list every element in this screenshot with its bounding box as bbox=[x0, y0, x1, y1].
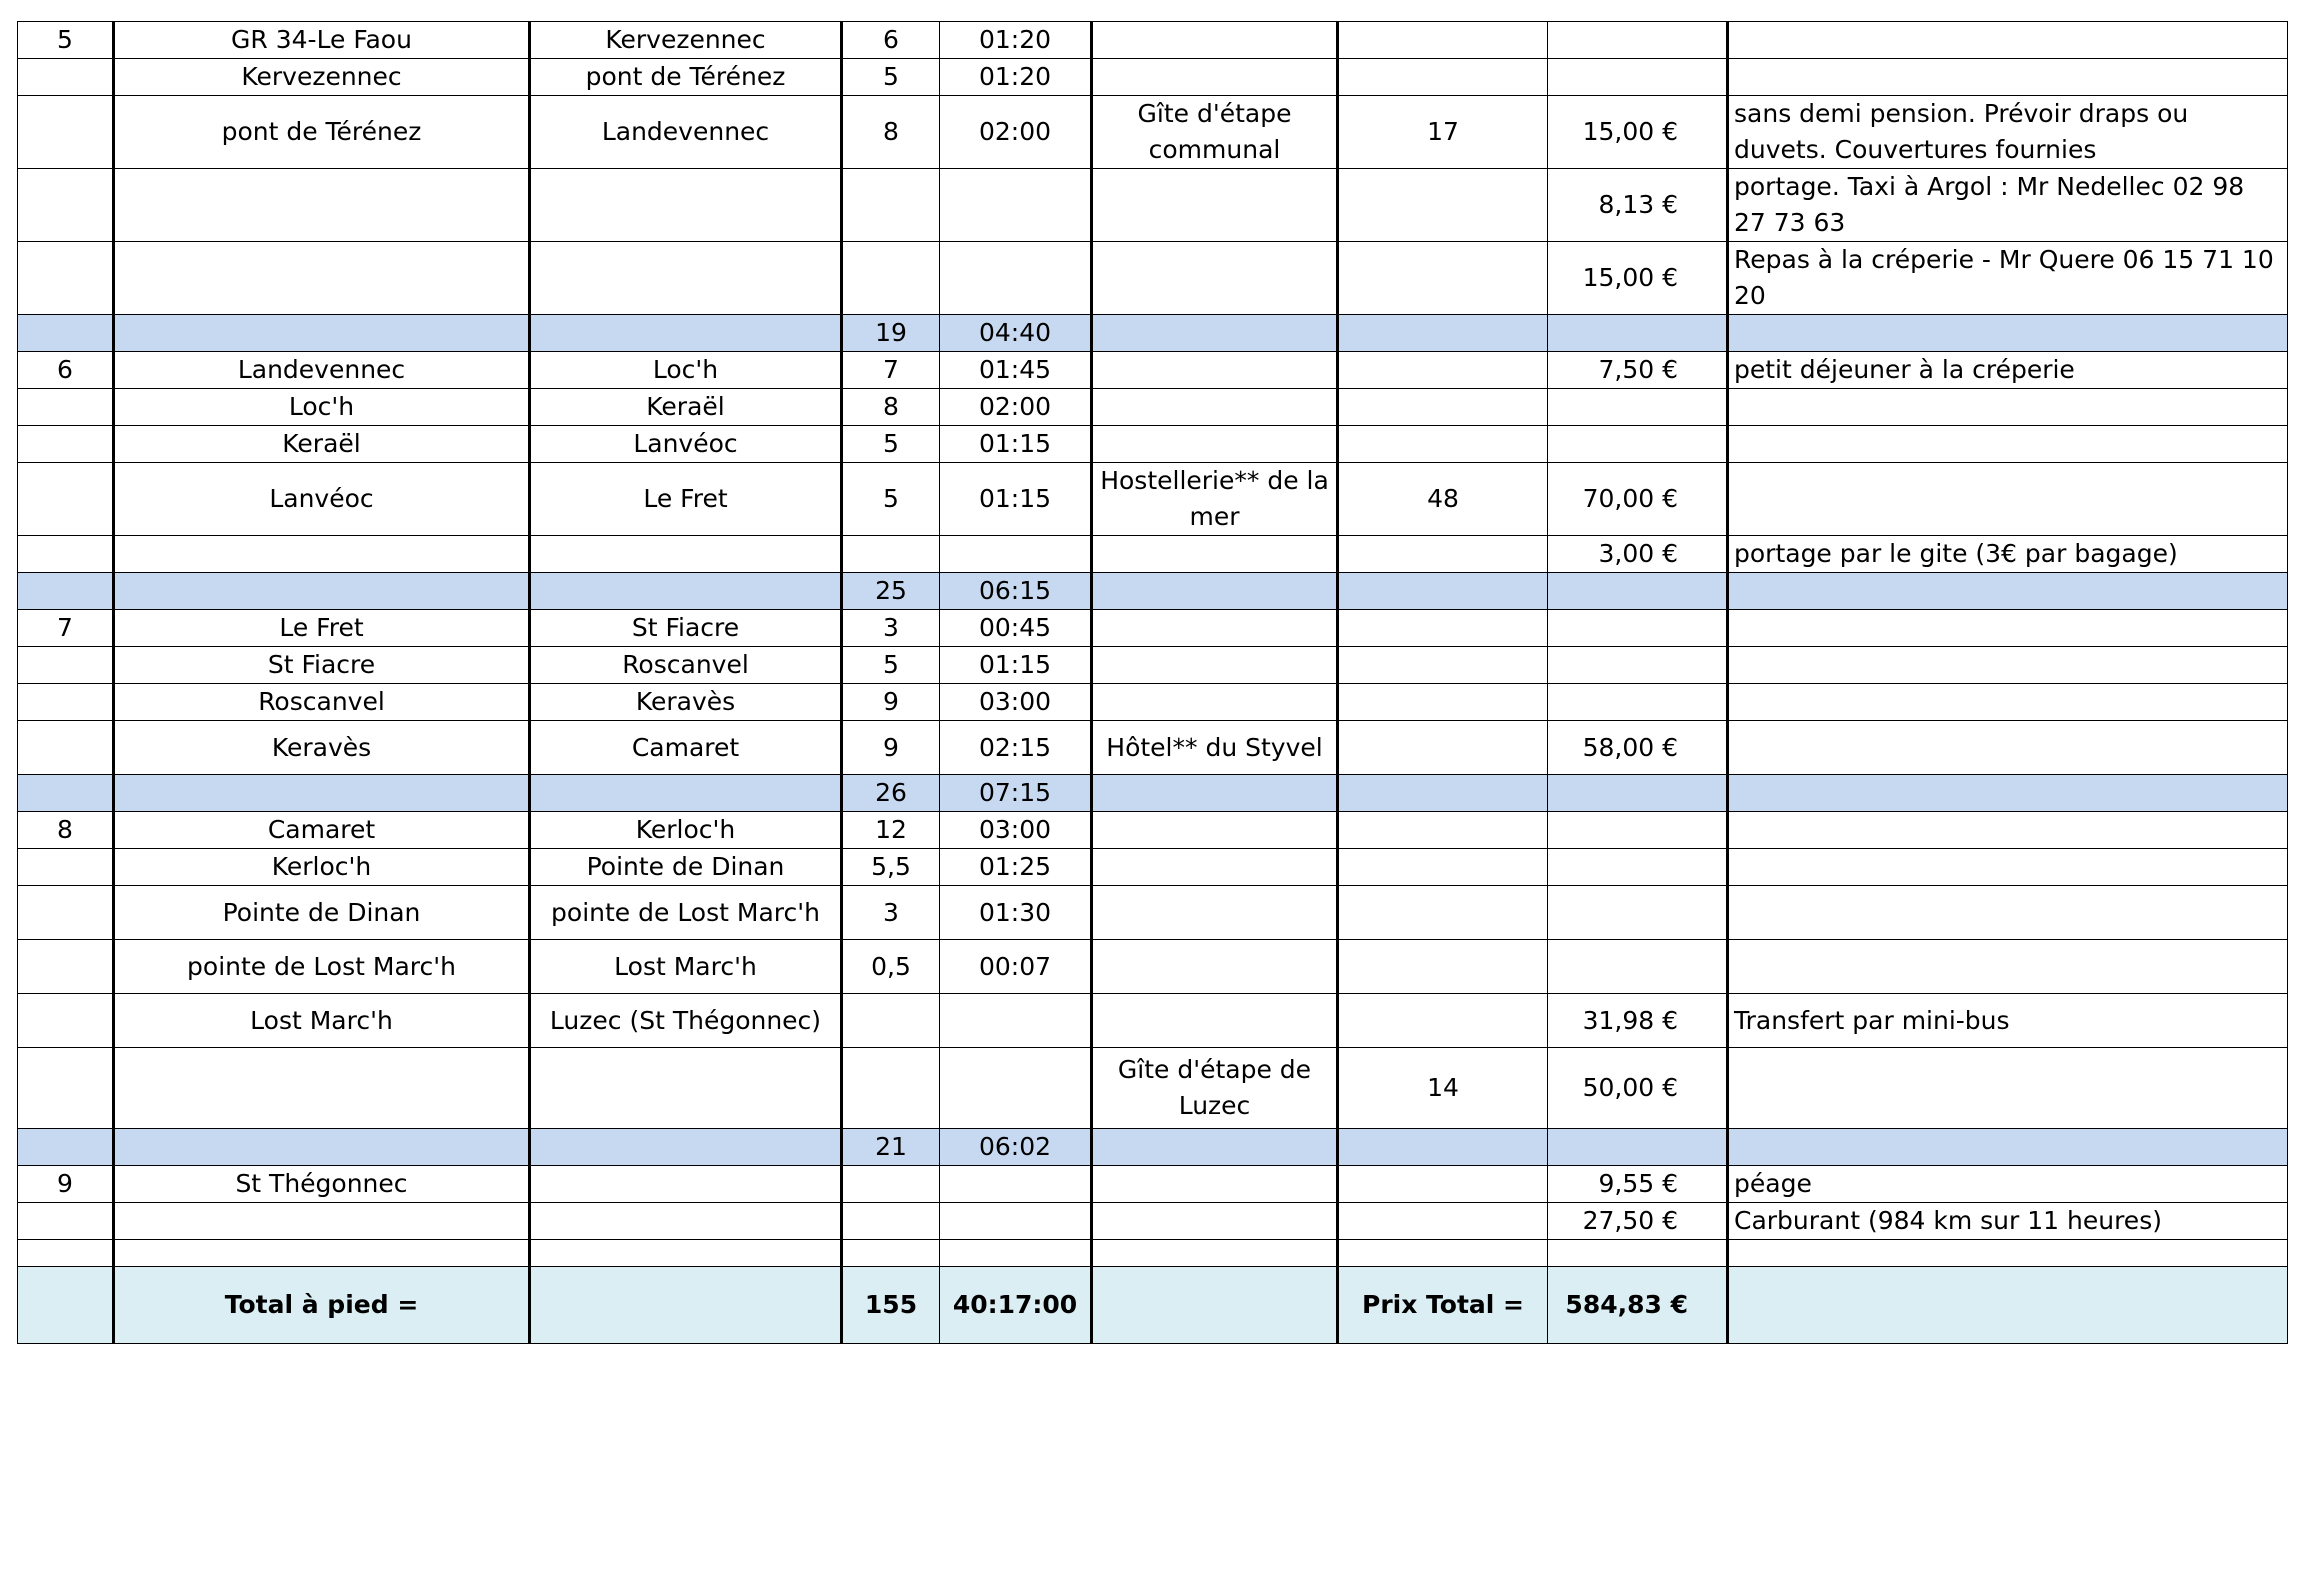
lodging-cell: Hostellerie** de la mer bbox=[1092, 463, 1338, 536]
arrival-cell: Roscanvel bbox=[530, 647, 842, 684]
subtotal-arrival-cell bbox=[530, 1129, 842, 1166]
arrival-cell: Lost Marc'h bbox=[530, 940, 842, 994]
remark-cell: portage. Taxi à Argol : Mr Nedellec 02 98 27 73 63 bbox=[1728, 169, 2288, 242]
remark-cell bbox=[1728, 463, 2288, 536]
remark-cell: Repas à la créperie - Mr Quere 06 15 71 10 20 bbox=[1728, 242, 2288, 315]
departure-cell: Pointe de Dinan bbox=[114, 886, 530, 940]
subtotal-row bbox=[18, 1129, 2288, 1166]
price-cell: 50,00 € bbox=[1548, 1048, 1728, 1129]
price-cell: 15,00 € bbox=[1548, 242, 1728, 315]
departure-cell bbox=[114, 536, 530, 573]
subtotal-distance-km-cell: 19 bbox=[842, 315, 940, 352]
day-cell bbox=[18, 994, 114, 1048]
price-cell: 31,98 € bbox=[1548, 994, 1728, 1048]
distance-km-cell: 5 bbox=[842, 426, 940, 463]
remark-cell bbox=[1728, 389, 2288, 426]
arrival-cell bbox=[530, 536, 842, 573]
day-cell bbox=[18, 721, 114, 775]
departure-cell: Kerloc'h bbox=[114, 849, 530, 886]
subtotal-remark-cell bbox=[1728, 573, 2288, 610]
day-cell: 7 bbox=[18, 610, 114, 647]
arrival-cell: Le Fret bbox=[530, 463, 842, 536]
table-body bbox=[18, 22, 2288, 1267]
subtotal-distance-km-cell: 21 bbox=[842, 1129, 940, 1166]
departure-cell: Camaret bbox=[114, 812, 530, 849]
total-arrivee-cell bbox=[530, 1267, 842, 1344]
subtotal-lodging-cell bbox=[1092, 573, 1338, 610]
capacity-cell bbox=[1338, 721, 1548, 775]
table-row bbox=[18, 242, 2288, 315]
distance-km-cell: 3 bbox=[842, 610, 940, 647]
subtotal-departure-cell bbox=[114, 1129, 530, 1166]
capacity-cell bbox=[1338, 389, 1548, 426]
duration-cell: 01:15 bbox=[940, 426, 1092, 463]
lodging-cell bbox=[1092, 647, 1338, 684]
capacity-cell bbox=[1338, 994, 1548, 1048]
table-row bbox=[18, 169, 2288, 242]
arrival-cell: Landevennec bbox=[530, 96, 842, 169]
lodging-cell bbox=[1092, 994, 1338, 1048]
price-cell: 15,00 € bbox=[1548, 96, 1728, 169]
subtotal-lodging-cell bbox=[1092, 1129, 1338, 1166]
total-remarque-cell bbox=[1728, 1267, 2288, 1344]
lodging-cell bbox=[1092, 1203, 1338, 1240]
capacity-cell bbox=[1338, 22, 1548, 59]
price-cell: 7,50 € bbox=[1548, 352, 1728, 389]
remark-cell bbox=[1728, 1048, 2288, 1129]
day-cell bbox=[18, 1203, 114, 1240]
departure-cell: St Thégonnec bbox=[114, 1166, 530, 1203]
duration-cell: 01:20 bbox=[940, 59, 1092, 96]
day-cell bbox=[18, 389, 114, 426]
price-cell bbox=[1548, 1240, 1728, 1267]
table-row bbox=[18, 849, 2288, 886]
distance-km-cell: 0,5 bbox=[842, 940, 940, 994]
subtotal-distance-km-cell: 25 bbox=[842, 573, 940, 610]
capacity-cell bbox=[1338, 849, 1548, 886]
subtotal-capacity-cell bbox=[1338, 1129, 1548, 1166]
duration-cell: 01:20 bbox=[940, 22, 1092, 59]
price-cell: 58,00 € bbox=[1548, 721, 1728, 775]
total-duration: 40:17:00 bbox=[940, 1267, 1092, 1344]
arrival-cell: St Fiacre bbox=[530, 610, 842, 647]
day-cell: 5 bbox=[18, 22, 114, 59]
table-row bbox=[18, 1240, 2288, 1267]
distance-km-cell: 3 bbox=[842, 886, 940, 940]
table-row bbox=[18, 389, 2288, 426]
subtotal-capacity-cell bbox=[1338, 775, 1548, 812]
table-row bbox=[18, 59, 2288, 96]
duration-cell: 02:00 bbox=[940, 96, 1092, 169]
lodging-cell bbox=[1092, 610, 1338, 647]
subtotal-departure-cell bbox=[114, 315, 530, 352]
remark-cell bbox=[1728, 1240, 2288, 1267]
departure-cell bbox=[114, 1240, 530, 1267]
capacity-cell bbox=[1338, 886, 1548, 940]
departure-cell bbox=[114, 169, 530, 242]
price-cell: 70,00 € bbox=[1548, 463, 1728, 536]
arrival-cell: Lanvéoc bbox=[530, 426, 842, 463]
departure-cell bbox=[114, 1203, 530, 1240]
day-cell bbox=[18, 849, 114, 886]
lodging-cell bbox=[1092, 684, 1338, 721]
lodging-cell bbox=[1092, 940, 1338, 994]
distance-km-cell: 8 bbox=[842, 389, 940, 426]
subtotal-lodging-cell bbox=[1092, 315, 1338, 352]
total-row bbox=[18, 1267, 2288, 1344]
total-walk-label: Total à pied = bbox=[114, 1267, 530, 1344]
subtotal-capacity-cell bbox=[1338, 315, 1548, 352]
departure-cell: Loc'h bbox=[114, 389, 530, 426]
arrival-cell: Keravès bbox=[530, 684, 842, 721]
remark-cell bbox=[1728, 849, 2288, 886]
day-cell: 8 bbox=[18, 812, 114, 849]
capacity-cell bbox=[1338, 352, 1548, 389]
arrival-cell: Kerloc'h bbox=[530, 812, 842, 849]
subtotal-arrival-cell bbox=[530, 775, 842, 812]
subtotal-departure-cell bbox=[114, 775, 530, 812]
price-cell: 9,55 € bbox=[1548, 1166, 1728, 1203]
price-cell bbox=[1548, 426, 1728, 463]
arrival-cell bbox=[530, 242, 842, 315]
duration-cell bbox=[940, 1166, 1092, 1203]
price-cell bbox=[1548, 812, 1728, 849]
table-row bbox=[18, 1166, 2288, 1203]
departure-cell bbox=[114, 242, 530, 315]
day-cell bbox=[18, 1048, 114, 1129]
duration-cell: 01:15 bbox=[940, 647, 1092, 684]
arrival-cell: Camaret bbox=[530, 721, 842, 775]
subtotal-row bbox=[18, 315, 2288, 352]
total-jour-cell bbox=[18, 1267, 114, 1344]
lodging-cell bbox=[1092, 352, 1338, 389]
table-row bbox=[18, 1203, 2288, 1240]
total-hebergement-cell bbox=[1092, 1267, 1338, 1344]
subtotal-duration-cell: 06:15 bbox=[940, 573, 1092, 610]
arrival-cell: pointe de Lost Marc'h bbox=[530, 886, 842, 940]
price-cell: 3,00 € bbox=[1548, 536, 1728, 573]
departure-cell: Roscanvel bbox=[114, 684, 530, 721]
price-cell bbox=[1548, 610, 1728, 647]
departure-cell: Landevennec bbox=[114, 352, 530, 389]
price-cell: 27,50 € bbox=[1548, 1203, 1728, 1240]
lodging-cell bbox=[1092, 426, 1338, 463]
price-cell bbox=[1548, 59, 1728, 96]
subtotal-remark-cell bbox=[1728, 315, 2288, 352]
day-cell bbox=[18, 1240, 114, 1267]
duration-cell: 00:45 bbox=[940, 610, 1092, 647]
lodging-cell bbox=[1092, 1166, 1338, 1203]
departure-cell: Keraël bbox=[114, 426, 530, 463]
duration-cell bbox=[940, 1203, 1092, 1240]
subtotal-arrival-cell bbox=[530, 315, 842, 352]
distance-km-cell bbox=[842, 536, 940, 573]
table-row bbox=[18, 994, 2288, 1048]
remark-cell: portage par le gite (3€ par bagage) bbox=[1728, 536, 2288, 573]
subtotal-day-cell bbox=[18, 775, 114, 812]
capacity-cell bbox=[1338, 684, 1548, 721]
table-row bbox=[18, 886, 2288, 940]
remark-cell bbox=[1728, 812, 2288, 849]
capacity-cell bbox=[1338, 59, 1548, 96]
duration-cell bbox=[940, 1240, 1092, 1267]
remark-cell bbox=[1728, 940, 2288, 994]
distance-km-cell bbox=[842, 1240, 940, 1267]
subtotal-day-cell bbox=[18, 573, 114, 610]
capacity-cell bbox=[1338, 1240, 1548, 1267]
day-cell bbox=[18, 886, 114, 940]
remark-cell bbox=[1728, 684, 2288, 721]
price-cell bbox=[1548, 886, 1728, 940]
departure-cell: Le Fret bbox=[114, 610, 530, 647]
remark-cell bbox=[1728, 426, 2288, 463]
capacity-cell: 17 bbox=[1338, 96, 1548, 169]
day-cell bbox=[18, 242, 114, 315]
distance-km-cell: 7 bbox=[842, 352, 940, 389]
subtotal-day-cell bbox=[18, 1129, 114, 1166]
day-cell bbox=[18, 426, 114, 463]
table-row bbox=[18, 96, 2288, 169]
table-row bbox=[18, 536, 2288, 573]
departure-cell: Lanvéoc bbox=[114, 463, 530, 536]
remark-cell: petit déjeuner à la créperie bbox=[1728, 352, 2288, 389]
distance-km-cell: 6 bbox=[842, 22, 940, 59]
subtotal-capacity-cell bbox=[1338, 573, 1548, 610]
table-row bbox=[18, 463, 2288, 536]
itinerary-table bbox=[17, 21, 2288, 1344]
duration-cell: 01:15 bbox=[940, 463, 1092, 536]
lodging-cell bbox=[1092, 389, 1338, 426]
price-cell bbox=[1548, 22, 1728, 59]
remark-cell bbox=[1728, 647, 2288, 684]
capacity-cell bbox=[1338, 1166, 1548, 1203]
day-cell bbox=[18, 647, 114, 684]
distance-km-cell bbox=[842, 1048, 940, 1129]
duration-cell bbox=[940, 1048, 1092, 1129]
subtotal-price-cell bbox=[1548, 315, 1728, 352]
day-cell bbox=[18, 463, 114, 536]
lodging-cell bbox=[1092, 59, 1338, 96]
capacity-cell bbox=[1338, 812, 1548, 849]
capacity-cell bbox=[1338, 647, 1548, 684]
duration-cell: 02:15 bbox=[940, 721, 1092, 775]
price-cell bbox=[1548, 849, 1728, 886]
duration-cell: 01:25 bbox=[940, 849, 1092, 886]
duration-cell: 02:00 bbox=[940, 389, 1092, 426]
total-km: 155 bbox=[842, 1267, 940, 1344]
table-row bbox=[18, 940, 2288, 994]
day-cell: 6 bbox=[18, 352, 114, 389]
duration-cell bbox=[940, 242, 1092, 315]
lodging-cell bbox=[1092, 849, 1338, 886]
capacity-cell bbox=[1338, 242, 1548, 315]
distance-km-cell: 5 bbox=[842, 59, 940, 96]
table-row bbox=[18, 426, 2288, 463]
capacity-cell: 14 bbox=[1338, 1048, 1548, 1129]
table-row bbox=[18, 647, 2288, 684]
subtotal-remark-cell bbox=[1728, 1129, 2288, 1166]
lodging-cell: Hôtel** du Styvel bbox=[1092, 721, 1338, 775]
total-price-label: Prix Total = bbox=[1338, 1267, 1548, 1344]
lodging-cell: Gîte d'étape communal bbox=[1092, 96, 1338, 169]
capacity-cell bbox=[1338, 169, 1548, 242]
price-cell bbox=[1548, 684, 1728, 721]
table-row bbox=[18, 352, 2288, 389]
departure-cell: St Fiacre bbox=[114, 647, 530, 684]
subtotal-day-cell bbox=[18, 315, 114, 352]
remark-cell bbox=[1728, 610, 2288, 647]
departure-cell: Keravès bbox=[114, 721, 530, 775]
lodging-cell bbox=[1092, 242, 1338, 315]
price-cell bbox=[1548, 647, 1728, 684]
distance-km-cell: 5 bbox=[842, 463, 940, 536]
duration-cell bbox=[940, 994, 1092, 1048]
lodging-cell: Gîte d'étape de Luzec bbox=[1092, 1048, 1338, 1129]
departure-cell: pont de Térénez bbox=[114, 96, 530, 169]
price-cell bbox=[1548, 389, 1728, 426]
capacity-cell bbox=[1338, 536, 1548, 573]
duration-cell bbox=[940, 169, 1092, 242]
price-cell bbox=[1548, 940, 1728, 994]
arrival-cell: Loc'h bbox=[530, 352, 842, 389]
distance-km-cell: 9 bbox=[842, 684, 940, 721]
remark-cell: sans demi pension. Prévoir draps ou duvets. Couvertures fournies bbox=[1728, 96, 2288, 169]
arrival-cell: Luzec (St Thégonnec) bbox=[530, 994, 842, 1048]
arrival-cell bbox=[530, 1048, 842, 1129]
remark-cell bbox=[1728, 886, 2288, 940]
duration-cell: 03:00 bbox=[940, 684, 1092, 721]
remark-cell: péage bbox=[1728, 1166, 2288, 1203]
subtotal-remark-cell bbox=[1728, 775, 2288, 812]
arrival-cell bbox=[530, 1240, 842, 1267]
lodging-cell bbox=[1092, 536, 1338, 573]
lodging-cell bbox=[1092, 1240, 1338, 1267]
table-row bbox=[18, 610, 2288, 647]
lodging-cell bbox=[1092, 169, 1338, 242]
day-cell bbox=[18, 940, 114, 994]
table-row bbox=[18, 721, 2288, 775]
departure-cell: Kervezennec bbox=[114, 59, 530, 96]
distance-km-cell: 5,5 bbox=[842, 849, 940, 886]
day-cell bbox=[18, 96, 114, 169]
distance-km-cell bbox=[842, 169, 940, 242]
departure-cell: pointe de Lost Marc'h bbox=[114, 940, 530, 994]
subtotal-distance-km-cell: 26 bbox=[842, 775, 940, 812]
day-cell bbox=[18, 59, 114, 96]
subtotal-duration-cell: 07:15 bbox=[940, 775, 1092, 812]
table-row bbox=[18, 22, 2288, 59]
lodging-cell bbox=[1092, 886, 1338, 940]
price-cell: 8,13 € bbox=[1548, 169, 1728, 242]
arrival-cell bbox=[530, 1203, 842, 1240]
duration-cell: 00:07 bbox=[940, 940, 1092, 994]
duration-cell: 01:30 bbox=[940, 886, 1092, 940]
departure-cell: GR 34-Le Faou bbox=[114, 22, 530, 59]
duration-cell: 01:45 bbox=[940, 352, 1092, 389]
table-footer bbox=[18, 1267, 2288, 1344]
capacity-cell: 48 bbox=[1338, 463, 1548, 536]
day-cell bbox=[18, 536, 114, 573]
lodging-cell bbox=[1092, 812, 1338, 849]
capacity-cell bbox=[1338, 940, 1548, 994]
table-row bbox=[18, 684, 2288, 721]
capacity-cell bbox=[1338, 426, 1548, 463]
duration-cell: 03:00 bbox=[940, 812, 1092, 849]
capacity-cell bbox=[1338, 610, 1548, 647]
subtotal-price-cell bbox=[1548, 775, 1728, 812]
distance-km-cell: 5 bbox=[842, 647, 940, 684]
arrival-cell bbox=[530, 169, 842, 242]
subtotal-departure-cell bbox=[114, 573, 530, 610]
day-cell: 9 bbox=[18, 1166, 114, 1203]
lodging-cell bbox=[1092, 22, 1338, 59]
arrival-cell: Keraël bbox=[530, 389, 842, 426]
arrival-cell: Pointe de Dinan bbox=[530, 849, 842, 886]
remark-cell: Transfert par mini-bus bbox=[1728, 994, 2288, 1048]
day-cell bbox=[18, 169, 114, 242]
arrival-cell: Kervezennec bbox=[530, 22, 842, 59]
departure-cell: Lost Marc'h bbox=[114, 994, 530, 1048]
table-row bbox=[18, 1048, 2288, 1129]
subtotal-row bbox=[18, 775, 2288, 812]
distance-km-cell bbox=[842, 994, 940, 1048]
day-cell bbox=[18, 684, 114, 721]
distance-km-cell: 12 bbox=[842, 812, 940, 849]
subtotal-duration-cell: 04:40 bbox=[940, 315, 1092, 352]
table-row bbox=[18, 812, 2288, 849]
subtotal-price-cell bbox=[1548, 1129, 1728, 1166]
remark-cell: Carburant (984 km sur 11 heures) bbox=[1728, 1203, 2288, 1240]
total-price: 584,83 € bbox=[1548, 1267, 1728, 1344]
subtotal-arrival-cell bbox=[530, 573, 842, 610]
remark-cell bbox=[1728, 22, 2288, 59]
capacity-cell bbox=[1338, 1203, 1548, 1240]
distance-km-cell bbox=[842, 1166, 940, 1203]
subtotal-lodging-cell bbox=[1092, 775, 1338, 812]
remark-cell bbox=[1728, 59, 2288, 96]
subtotal-price-cell bbox=[1548, 573, 1728, 610]
departure-cell bbox=[114, 1048, 530, 1129]
distance-km-cell: 9 bbox=[842, 721, 940, 775]
arrival-cell bbox=[530, 1166, 842, 1203]
duration-cell bbox=[940, 536, 1092, 573]
distance-km-cell bbox=[842, 242, 940, 315]
distance-km-cell bbox=[842, 1203, 940, 1240]
subtotal-duration-cell: 06:02 bbox=[940, 1129, 1092, 1166]
subtotal-row bbox=[18, 573, 2288, 610]
arrival-cell: pont de Térénez bbox=[530, 59, 842, 96]
remark-cell bbox=[1728, 721, 2288, 775]
distance-km-cell: 8 bbox=[842, 96, 940, 169]
